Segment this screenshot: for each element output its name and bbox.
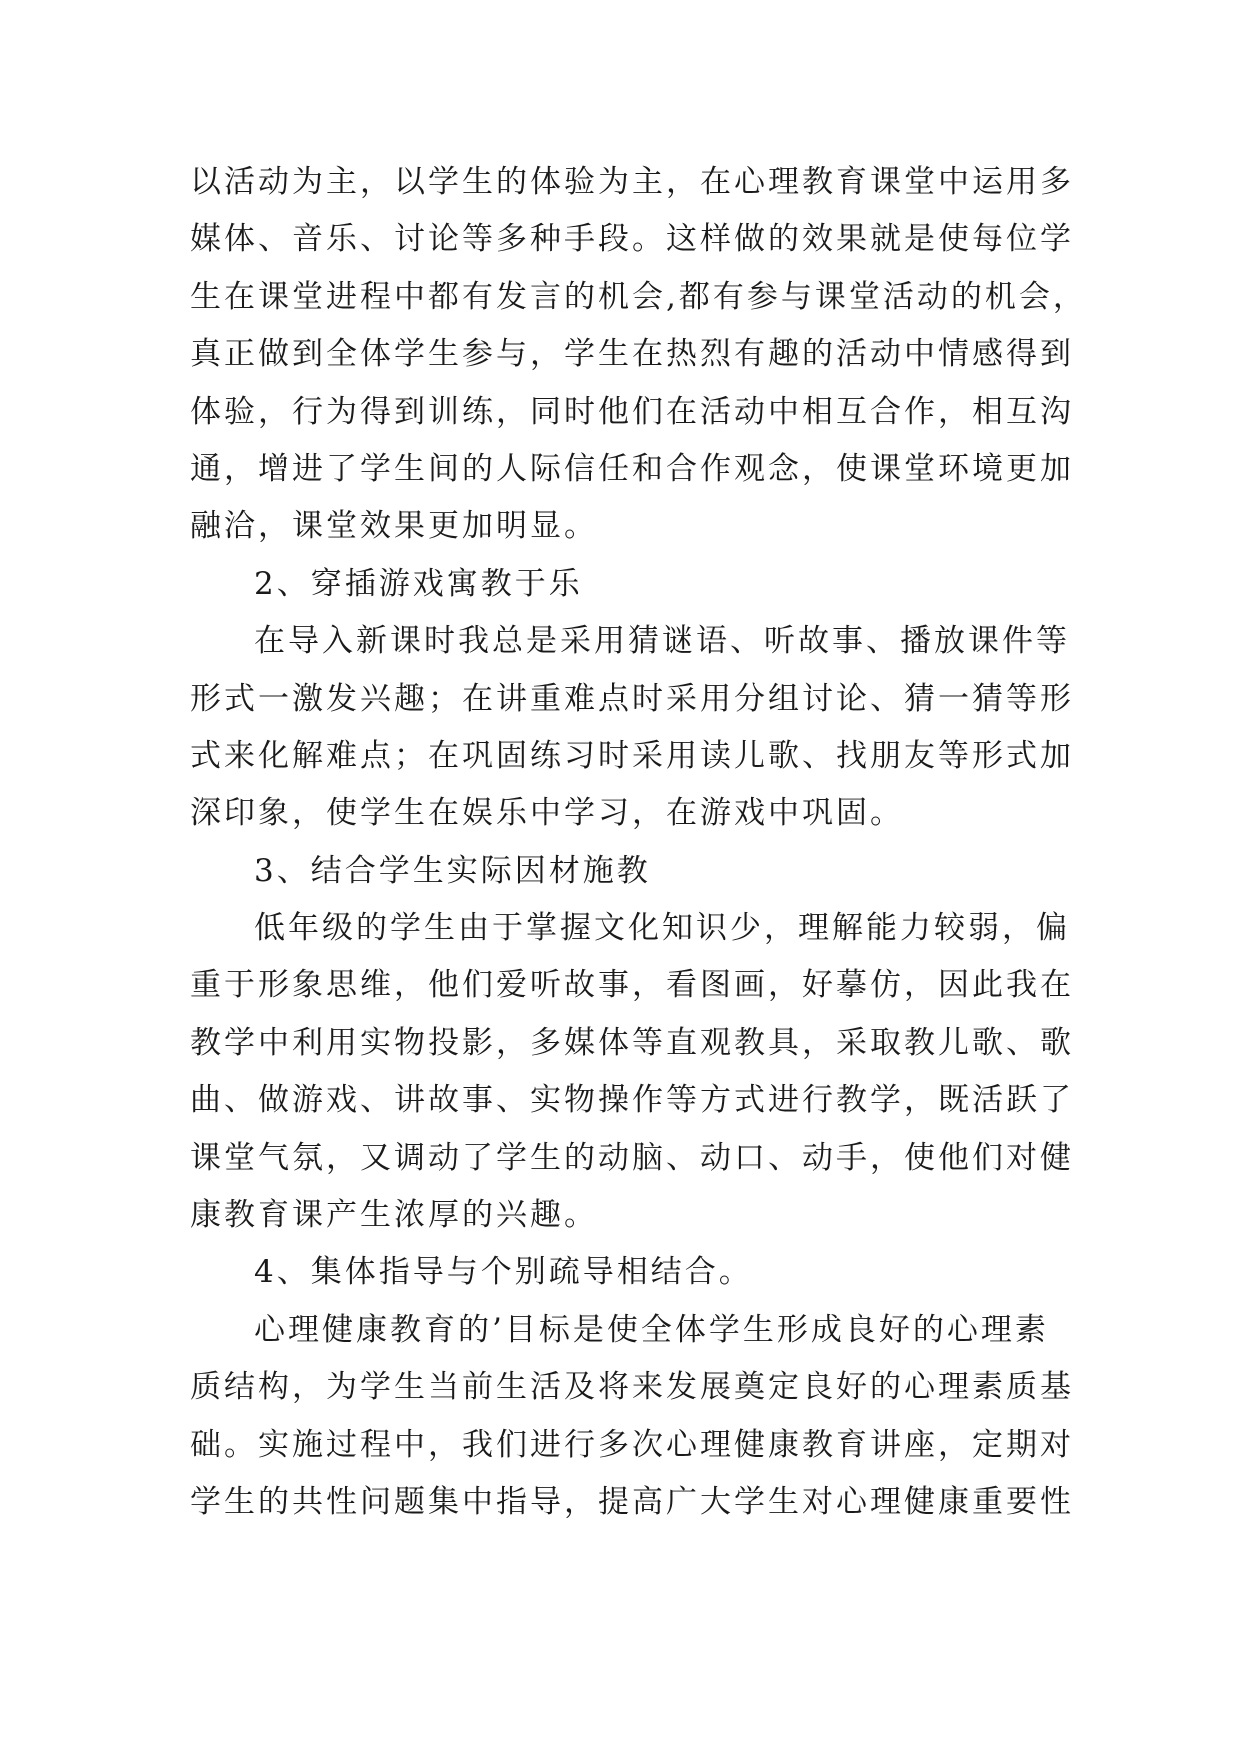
paragraph-line: 课堂气氛，又调动了学生的动脑、动口、动手，使他们对健 (190, 1139, 1074, 1176)
paragraph-line: 体验，行为得到训练，同时他们在活动中相互合作，相互沟 (190, 393, 1074, 430)
paragraph-line: 曲、做游戏、讲故事、实物操作等方式进行教学，既活跃了 (190, 1082, 1074, 1119)
section-heading: 4、集体指导与个别疏导相结合。 (254, 1254, 753, 1291)
section-heading: 2、穿插游戏寓教于乐 (254, 565, 583, 602)
paragraph-line: 形式一激发兴趣；在讲重难点时采用分组讨论、猜一猜等形 (190, 680, 1074, 717)
paragraph-line: 低年级的学生由于掌握文化知识少，理解能力较弱，偏 (254, 910, 1070, 947)
paragraph-line: 教学中利用实物投影，多媒体等直观教具，采取教儿歌、歌 (190, 1024, 1074, 1061)
paragraph-line: 式来化解难点；在巩固练习时采用读儿歌、找朋友等形式加 (190, 737, 1074, 774)
body-text (190, 154, 1090, 1531)
paragraph-line: 础。实施过程中，我们进行多次心理健康教育讲座，定期对 (190, 1426, 1074, 1463)
paragraph-line: 生在课堂进程中都有发言的机会,都有参与课堂活动的机会， (190, 278, 1087, 315)
paragraph-line: 心理健康教育的’目标是使全体学生形成良好的心理素 (254, 1311, 1049, 1348)
paragraph-line: 质结构，为学生当前生活及将来发展奠定良好的心理素质基 (190, 1369, 1074, 1406)
paragraph-line: 融洽，课堂效果更加明显。 (190, 508, 598, 545)
paragraph-line: 媒体、音乐、讨论等多种手段。这样做的效果就是使每位学 (190, 221, 1074, 258)
paragraph-line: 在导入新课时我总是采用猜谜语、听故事、播放课件等 (254, 623, 1070, 660)
paragraph-line: 真正做到全体学生参与，学生在热烈有趣的活动中情感得到 (190, 336, 1074, 373)
section-heading: 3、结合学生实际因材施教 (254, 852, 651, 889)
paragraph-line: 深印象，使学生在娱乐中学习，在游戏中巩固。 (190, 795, 904, 832)
paragraph-line: 通，增进了学生间的人际信任和合作观念，使课堂环境更加 (190, 450, 1074, 487)
paragraph-line: 学生的共性问题集中指导，提高广大学生对心理健康重要性 (190, 1483, 1074, 1520)
paragraph-line: 重于形象思维，他们爱听故事，看图画，好摹仿，因此我在 (190, 967, 1074, 1004)
paragraph-line: 康教育课产生浓厚的兴趣。 (190, 1197, 598, 1234)
paragraph-line: 以活动为主，以学生的体验为主，在心理教育课堂中运用多 (190, 164, 1074, 200)
